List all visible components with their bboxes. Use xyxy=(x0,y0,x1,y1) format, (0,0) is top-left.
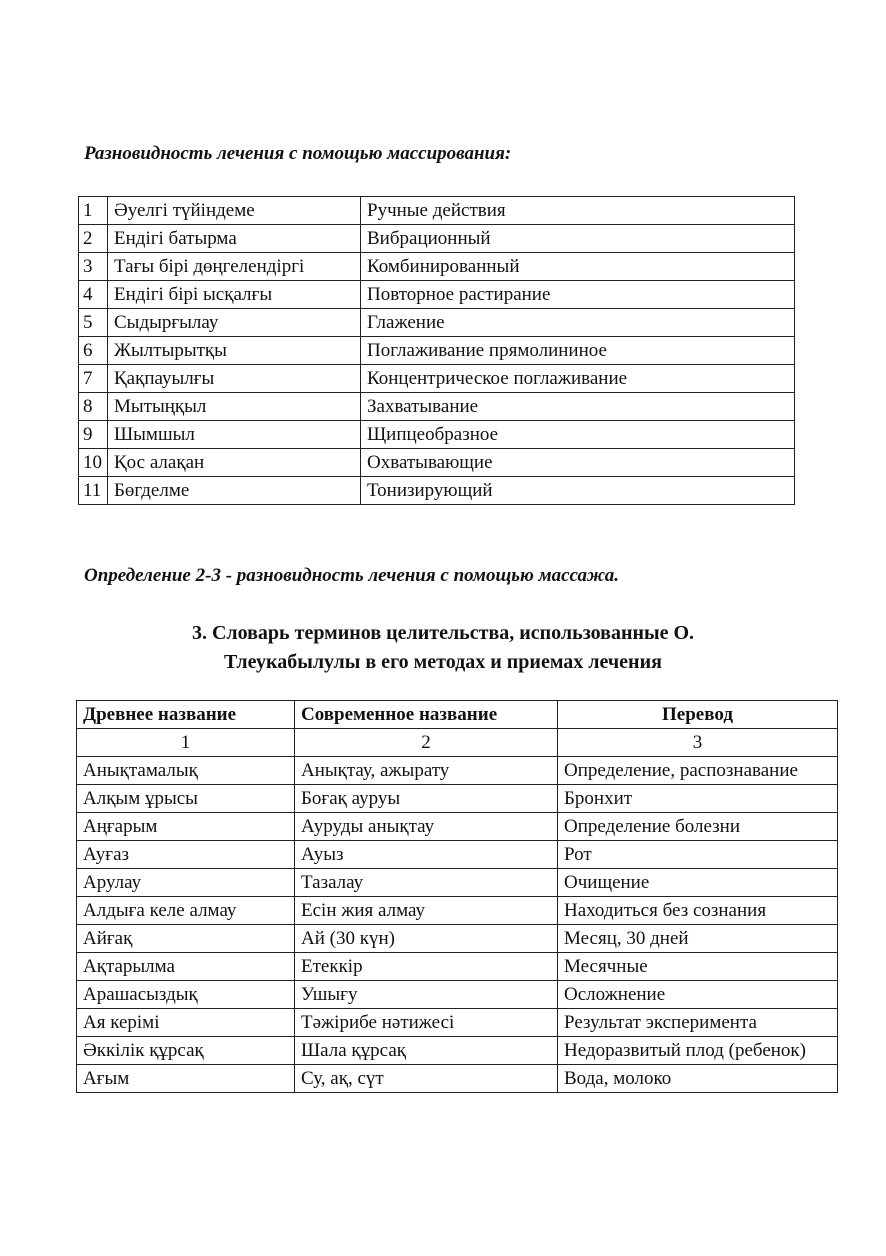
kazakh-term: Қос алақан xyxy=(108,449,361,477)
modern-name: Тәжірибе нәтижесі xyxy=(295,1009,558,1037)
ancient-name: Айғақ xyxy=(77,925,295,953)
ancient-name: Арулау xyxy=(77,869,295,897)
modern-name: Шала құрсақ xyxy=(295,1037,558,1065)
row-number: 4 xyxy=(79,281,108,309)
table-row xyxy=(79,393,795,421)
table-row xyxy=(79,365,795,393)
modern-name: Ушығу xyxy=(295,981,558,1009)
table-row xyxy=(79,337,795,365)
translation: Недоразвитый плод (ребенок) xyxy=(558,1037,838,1065)
kazakh-term: Мытыңқыл xyxy=(108,393,361,421)
ancient-name: Анықтамалық xyxy=(77,757,295,785)
russian-term: Комбинированный xyxy=(361,253,795,281)
row-number: 5 xyxy=(79,309,108,337)
header-row xyxy=(77,701,838,729)
table-row xyxy=(79,281,795,309)
table-row xyxy=(77,785,838,813)
russian-term: Щипцеобразное xyxy=(361,421,795,449)
ancient-name: Әккілік құрсақ xyxy=(77,1037,295,1065)
ancient-name: Алдыға келе алмау xyxy=(77,897,295,925)
table-row xyxy=(79,449,795,477)
section-title-line-1: 3. Словарь терминов целительства, использованные О. xyxy=(191,622,695,644)
modern-name: Ауыз xyxy=(295,841,558,869)
translation: Результат эксперимента xyxy=(558,1009,838,1037)
translation: Находиться без сознания xyxy=(558,897,838,925)
row-number: 7 xyxy=(79,365,108,393)
ancient-name: Алқым ұрысы xyxy=(77,785,295,813)
heading-massage-types: Разновидность лечения с помощью массирования: xyxy=(84,143,512,164)
table-row xyxy=(79,225,795,253)
table-row xyxy=(77,953,838,981)
russian-term: Охватывающие xyxy=(361,449,795,477)
column-number: 2 xyxy=(295,729,558,757)
table-row xyxy=(77,981,838,1009)
column-number: 3 xyxy=(558,729,838,757)
row-number: 1 xyxy=(79,197,108,225)
modern-name: Су, ақ, сүт xyxy=(295,1065,558,1093)
table-row xyxy=(79,309,795,337)
kazakh-term: Қақпауылғы xyxy=(108,365,361,393)
ancient-name: Ағым xyxy=(77,1065,295,1093)
table-row xyxy=(79,253,795,281)
table-row xyxy=(77,841,838,869)
row-number: 10 xyxy=(79,449,108,477)
column-number: 1 xyxy=(77,729,295,757)
ancient-name: Арашасыздық xyxy=(77,981,295,1009)
massage-types-table xyxy=(78,196,795,505)
russian-term: Захватывание xyxy=(361,393,795,421)
translation: Рот xyxy=(558,841,838,869)
kazakh-term: Ендігі бірі ысқалғы xyxy=(108,281,361,309)
modern-name: Тазалау xyxy=(295,869,558,897)
section-title xyxy=(90,619,796,677)
kazakh-term: Бөгделме xyxy=(108,477,361,505)
table-row xyxy=(77,1065,838,1093)
ancient-name: Ая керімі xyxy=(77,1009,295,1037)
translation: Месячные xyxy=(558,953,838,981)
kazakh-term: Ендігі батырма xyxy=(108,225,361,253)
russian-term: Вибрационный xyxy=(361,225,795,253)
kazakh-term: Тағы бірі дөңгелендіргі xyxy=(108,253,361,281)
russian-term: Поглаживание прямолининое xyxy=(361,337,795,365)
table-row xyxy=(79,421,795,449)
modern-name: Ауруды анықтау xyxy=(295,813,558,841)
header-modern: Современное название xyxy=(295,701,558,729)
russian-term: Тонизирующий xyxy=(361,477,795,505)
modern-name: Есін жия алмау xyxy=(295,897,558,925)
terms-dictionary-table xyxy=(76,700,838,1093)
modern-name: Боғақ ауруы xyxy=(295,785,558,813)
row-number: 8 xyxy=(79,393,108,421)
russian-term: Глажение xyxy=(361,309,795,337)
russian-term: Концентрическое поглаживание xyxy=(361,365,795,393)
modern-name: Етеккір xyxy=(295,953,558,981)
ancient-name: Аңғарым xyxy=(77,813,295,841)
translation: Месяц, 30 дней xyxy=(558,925,838,953)
translation: Вода, молоко xyxy=(558,1065,838,1093)
header-translation: Перевод xyxy=(558,701,838,729)
table-row xyxy=(77,757,838,785)
row-number: 11 xyxy=(79,477,108,505)
translation: Очищение xyxy=(558,869,838,897)
header-ancient: Древнее название xyxy=(77,701,295,729)
russian-term: Повторное растирание xyxy=(361,281,795,309)
row-number: 3 xyxy=(79,253,108,281)
table-row xyxy=(77,1009,838,1037)
row-number: 9 xyxy=(79,421,108,449)
table-row xyxy=(77,813,838,841)
section-title-line-2: Тлеукабылулы в его методах и приемах лечения xyxy=(224,651,662,673)
translation: Осложнение xyxy=(558,981,838,1009)
table-row xyxy=(77,869,838,897)
kazakh-term: Сыдырғылау xyxy=(108,309,361,337)
row-number: 2 xyxy=(79,225,108,253)
table-row xyxy=(79,197,795,225)
translation: Определение болезни xyxy=(558,813,838,841)
table-caption: Определение 2-3 - разновидность лечения с помощью массажа. xyxy=(84,565,620,586)
modern-name: Ай (30 күн) xyxy=(295,925,558,953)
translation: Бронхит xyxy=(558,785,838,813)
russian-term: Ручные действия xyxy=(361,197,795,225)
table-row xyxy=(77,925,838,953)
table-row xyxy=(77,897,838,925)
ancient-name: Ауғаз xyxy=(77,841,295,869)
column-number-row xyxy=(77,729,838,757)
table-row xyxy=(79,477,795,505)
translation: Определение, распознавание xyxy=(558,757,838,785)
kazakh-term: Әуелгі түйіндеме xyxy=(108,197,361,225)
table-row xyxy=(77,1037,838,1065)
row-number: 6 xyxy=(79,337,108,365)
modern-name: Анықтау, ажырату xyxy=(295,757,558,785)
kazakh-term: Жылтырытқы xyxy=(108,337,361,365)
kazakh-term: Шымшыл xyxy=(108,421,361,449)
ancient-name: Ақтарылма xyxy=(77,953,295,981)
